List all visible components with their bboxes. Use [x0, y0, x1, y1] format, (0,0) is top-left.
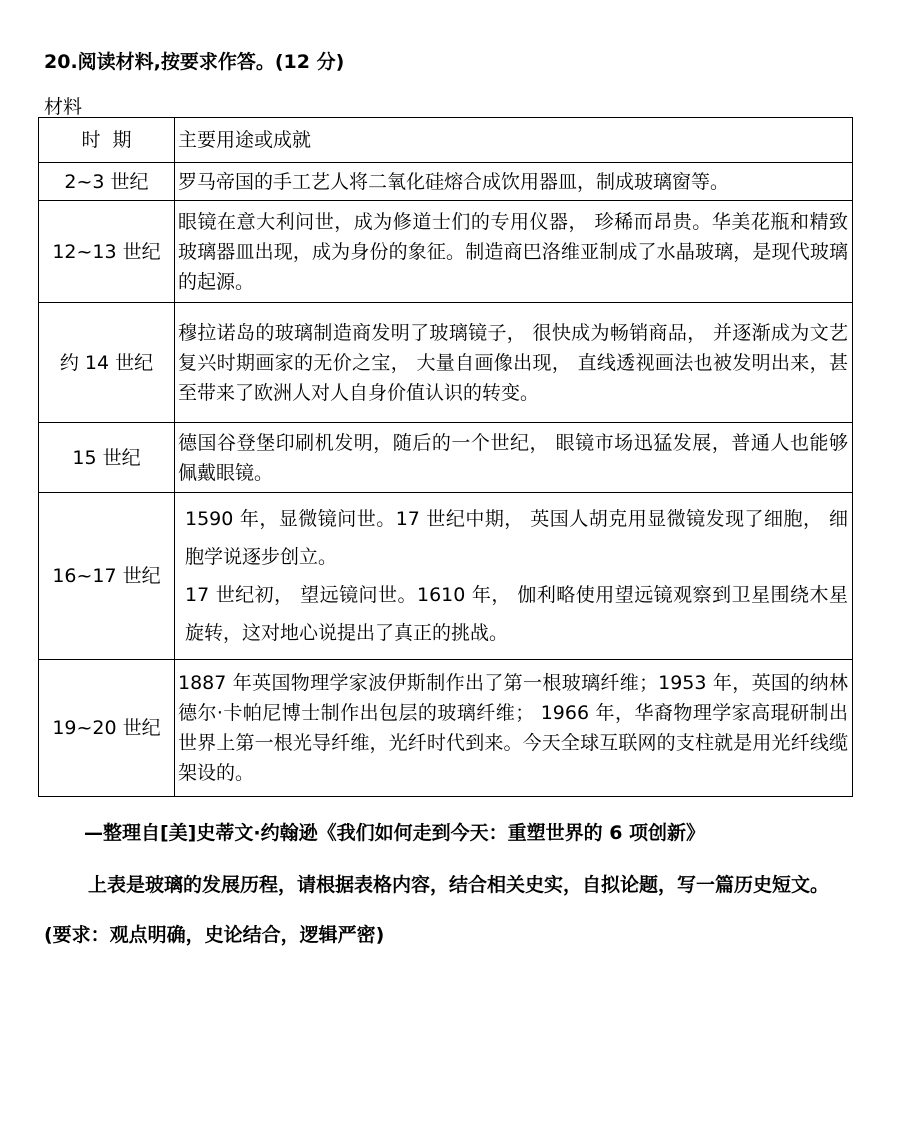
table-row: [39, 201, 853, 303]
table-header-row: [39, 118, 853, 163]
header-period: 时 期: [39, 118, 175, 163]
row-period: 12~13 世纪: [39, 201, 175, 303]
row-content: 眼镜在意大利问世，成为修道士们的专用仪器， 珍稀而昂贵。华美花瓶和精致玻璃器皿出现，成为身份的象征。制造商巴洛维亚制成了水晶玻璃，是现代玻璃的起源。: [175, 201, 853, 303]
material-table: [38, 117, 853, 797]
row-content: 1887 年英国物理学家波伊斯制作出了第一根玻璃纤维；1953 年，英国的纳林德尔·卡帕尼博士制作出包层的玻璃纤维； 1966 年，华裔物理学家高琨研制出世界上第一根光导纤维，光纤时代到来。今天全球互联网的支柱就是用光纤线缆架设的。: [175, 660, 853, 797]
row-content: [175, 493, 853, 660]
row-period: 16~17 世纪: [39, 493, 175, 660]
row-period: 15 世纪: [39, 423, 175, 493]
table-row: [39, 423, 853, 493]
row-content-paragraph: 1590 年，显微镜问世。17 世纪中期， 英国人胡克用显微镜发现了细胞， 细胞学说逐步创立。: [185, 508, 848, 568]
row-content: 德国谷登堡印刷机发明，随后的一个世纪， 眼镜市场迅猛发展，普通人也能够佩戴眼镜。: [175, 423, 853, 493]
header-content: 主要用途或成就: [175, 118, 853, 163]
row-content-paragraph: 17 世纪初， 望远镜问世。1610 年， 伽利略使用望远镜观察到卫星围绕木星旋转，这对地心说提出了真正的挑战。: [185, 584, 848, 644]
table-row: [39, 303, 853, 423]
row-period: 2~3 世纪: [39, 163, 175, 201]
table-row: [39, 493, 853, 660]
table-row: [39, 163, 853, 201]
table-row: [39, 660, 853, 797]
row-period: 约 14 世纪: [39, 303, 175, 423]
row-content: 穆拉诺岛的玻璃制造商发明了玻璃镜子， 很快成为畅销商品， 并逐渐成为文艺复兴时期画家的无价之宝， 大量自画像出现， 直线透视画法也被发明出来，甚至带来了欧洲人对人自身价值认识的转变。: [175, 303, 853, 423]
row-period: 19~20 世纪: [39, 660, 175, 797]
question-title: 20.阅读材料,按要求作答。(12 分): [44, 51, 345, 73]
source-citation: —整理自[美]史蒂文·约翰逊《我们如何走到今天：重塑世界的 6 项创新》: [84, 822, 706, 844]
row-content: 罗马帝国的手工艺人将二氧化硅熔合成饮用器皿，制成玻璃窗等。: [175, 163, 853, 201]
material-label: 材料: [44, 96, 83, 118]
task-instructions: 上表是玻璃的发展历程，请根据表格内容，结合相关史实，自拟论题，写一篇历史短文。(要求：观点明确，史论结合，逻辑严密): [44, 874, 830, 946]
